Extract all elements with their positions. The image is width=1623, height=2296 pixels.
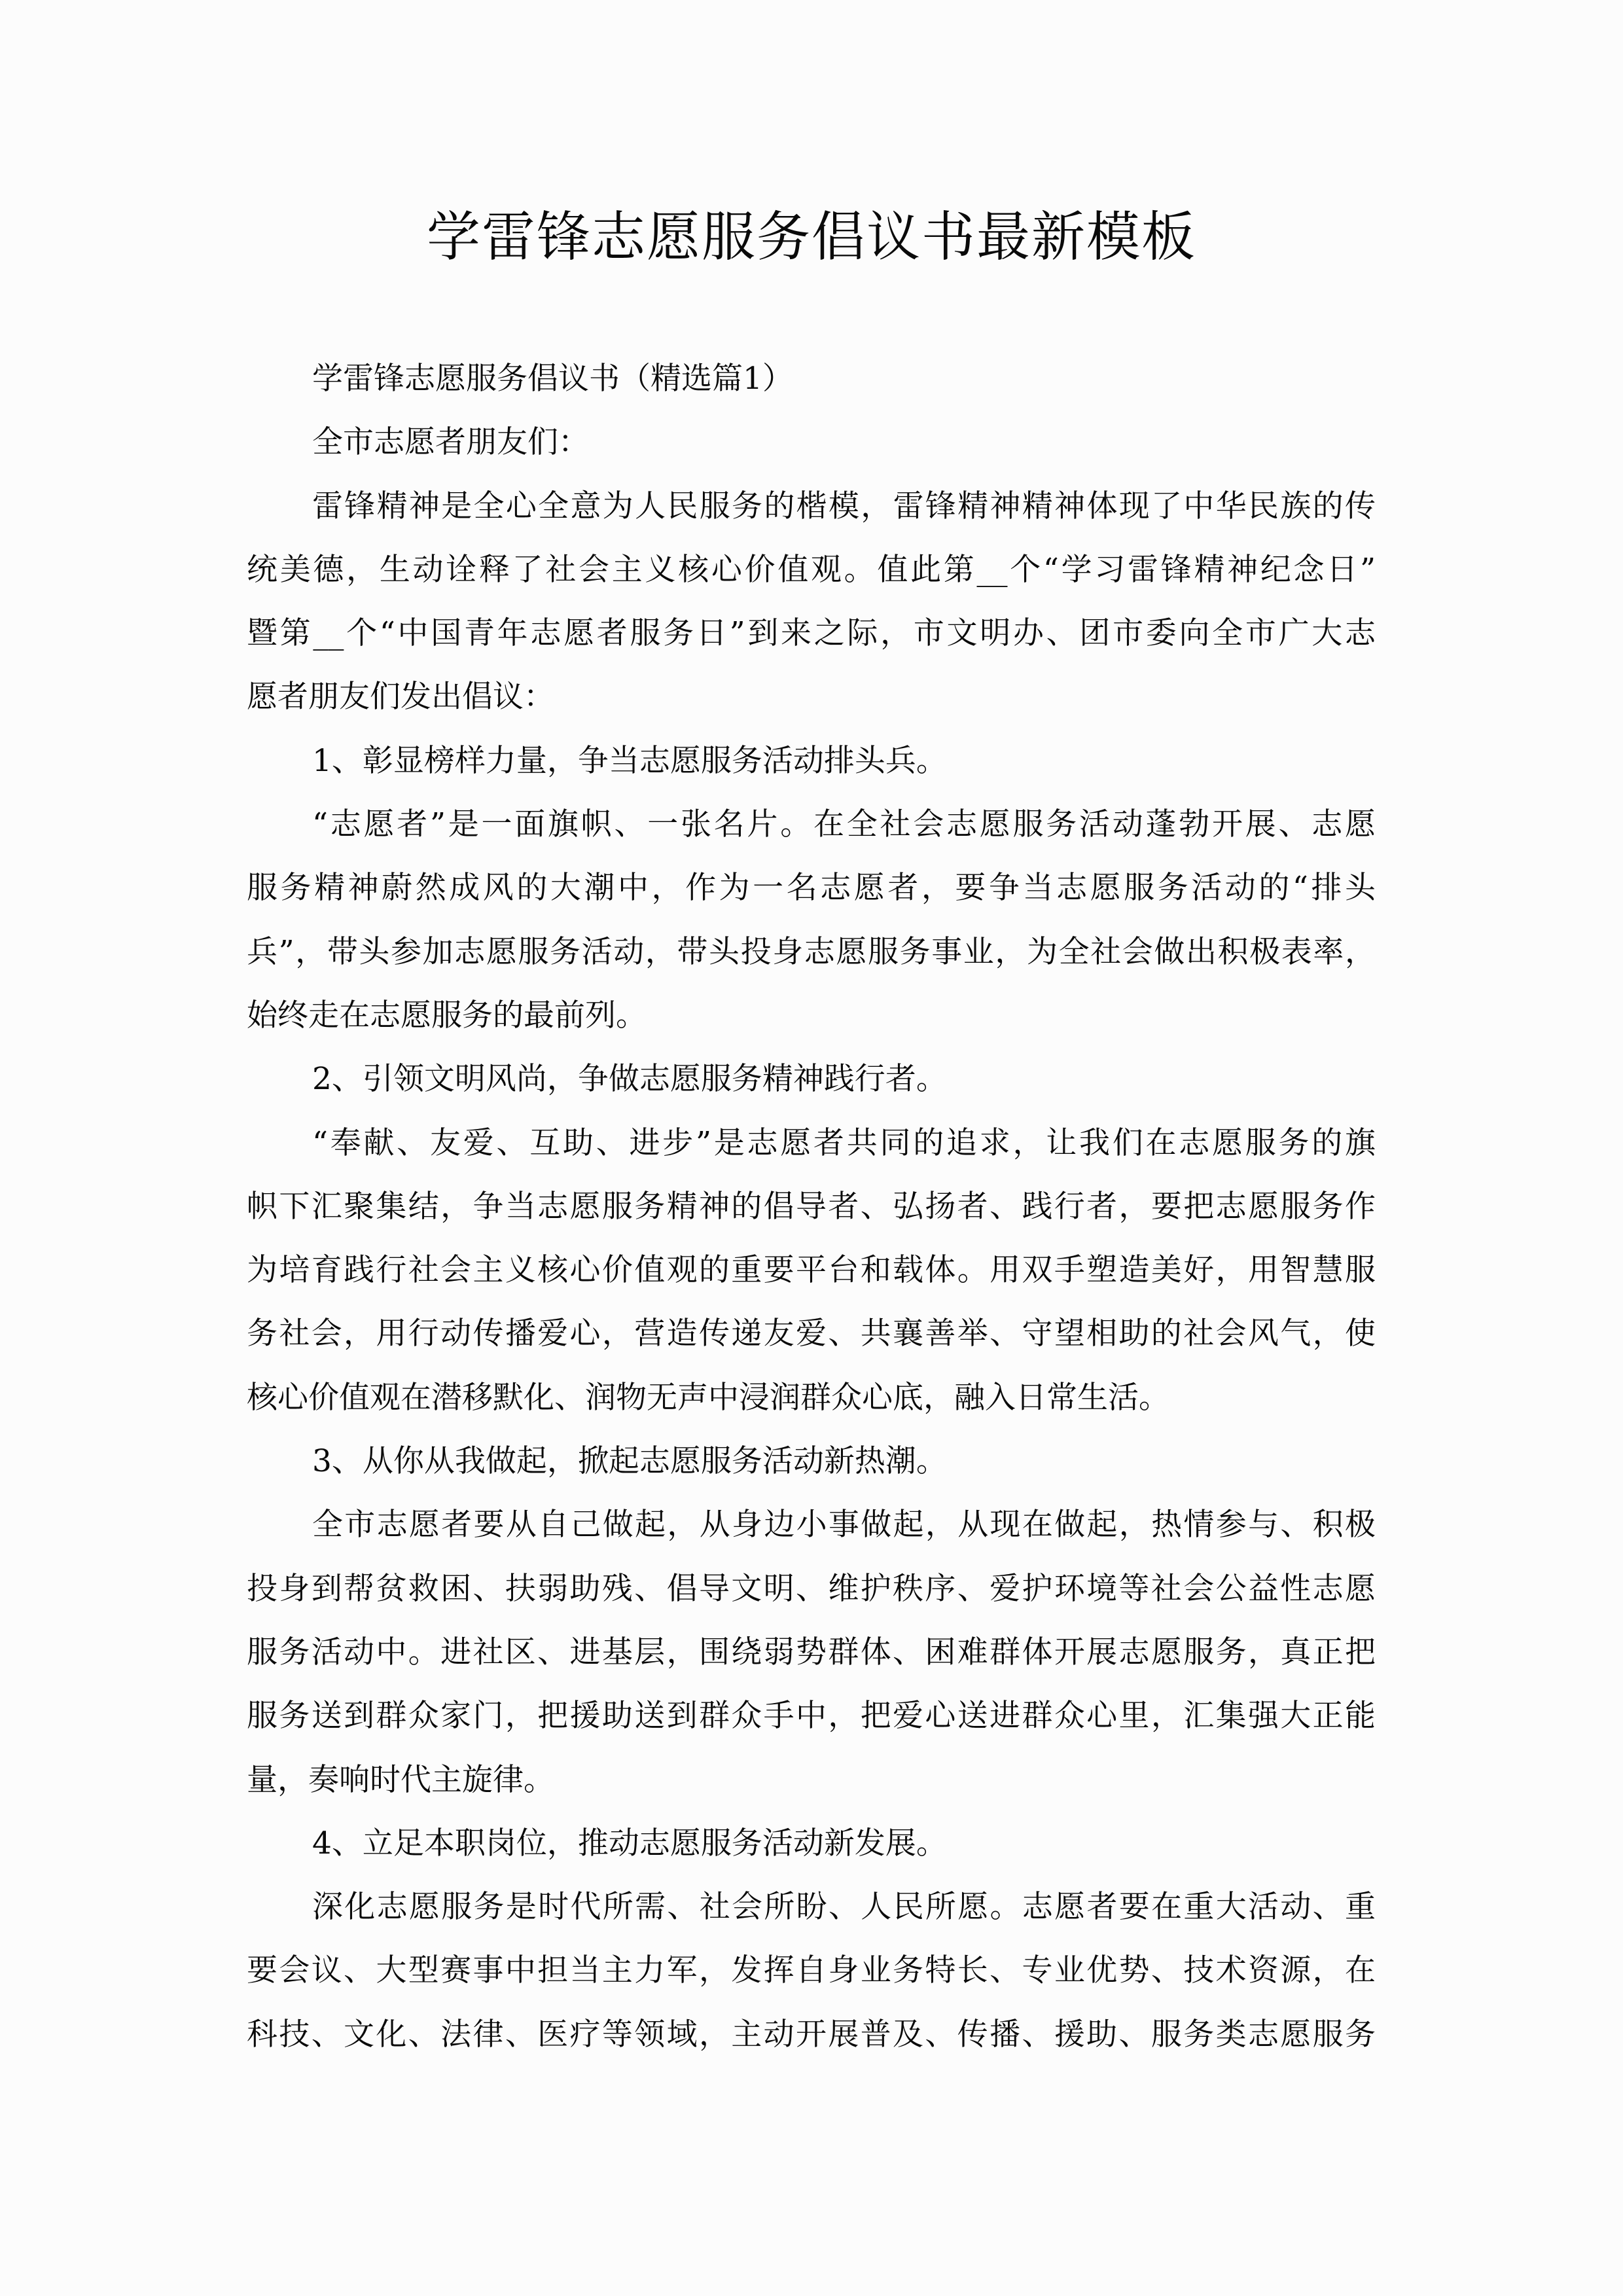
paragraph-line: 全市志愿者要从自己做起，从身边小事做起，从现在做起，热情参与、积极 — [312, 1507, 1376, 1543]
paragraph-line: 兵”，带头参加志愿服务活动，带头投身志愿服务事业，为全社会做出积极表率， — [247, 933, 1376, 970]
paragraph-line: 深化志愿服务是时代所需、社会所盼、人民所愿。志愿者要在重大活动、重 — [312, 1889, 1376, 1926]
paragraph-line: 统美德，生动诠释了社会主义核心价值观。值此第__个“学习雷锋精神纪念日” — [247, 551, 1376, 588]
paragraph-line: 为培育践行社会主义核心价值观的重要平台和载体。用双手塑造美好，用智慧服 — [247, 1252, 1376, 1289]
document-body — [247, 355, 1376, 2075]
paragraph-line: 投身到帮贫救困、扶弱助残、倡导文明、维护秩序、爱护环境等社会公益性志愿 — [247, 1570, 1376, 1607]
point-heading-1: 1、彰显榜样力量，争当志愿服务活动排头兵。 — [312, 742, 947, 779]
paragraph-line: 愿者朋友们发出倡议： — [247, 679, 554, 715]
paragraph-line: 暨第__个“中国青年志愿者服务日”到来之际，市文明办、团市委向全市广大志 — [247, 615, 1376, 652]
document-title: 学雷锋志愿服务倡议书最新模板 — [426, 206, 1196, 268]
paragraph-line: 服务送到群众家门，把援助送到群众手中，把爱心送进群众心里，汇集强大正能 — [247, 1698, 1376, 1734]
paragraph-line: “奉献、友爱、互助、进步”是志愿者共同的追求，让我们在志愿服务的旗 — [312, 1124, 1376, 1161]
paragraph-line: 务社会，用行动传播爱心，营造传递友爱、共襄善举、守望相助的社会风气，使 — [247, 1316, 1376, 1352]
paragraph-line: 雷锋精神是全心全意为人民服务的楷模，雷锋精神精神体现了中华民族的传 — [312, 488, 1376, 524]
point-heading-4: 4、立足本职岗位，推动志愿服务活动新发展。 — [312, 1825, 947, 1861]
salutation: 全市志愿者朋友们： — [312, 424, 589, 461]
point-2-paragraph — [247, 1120, 1376, 1438]
point-1-paragraph — [247, 801, 1376, 1056]
point-3-paragraph — [247, 1501, 1376, 1820]
paragraph-line: 帜下汇聚集结，争当志愿服务精神的倡导者、弘扬者、践行者，要把志愿服务作 — [247, 1188, 1376, 1225]
intro-paragraph — [247, 483, 1376, 738]
paragraph-line: 量，奏响时代主旋律。 — [247, 1761, 554, 1798]
point-heading-3: 3、从你从我做起，掀起志愿服务活动新热潮。 — [312, 1443, 947, 1480]
paragraph-line: 始终走在志愿服务的最前列。 — [247, 997, 647, 1033]
paragraph-line: 科技、文化、法律、医疗等领域，主动开展普及、传播、援助、服务类志愿服务 — [247, 2016, 1376, 2053]
point-4-paragraph — [247, 1884, 1376, 2075]
paragraph-line: 核心价值观在潜移默化、润物无声中浸润群众心底，融入日常生活。 — [247, 1379, 1169, 1416]
paragraph-line: 服务活动中。进社区、进基层，围绕弱势群体、困难群体开展志愿服务，真正把 — [247, 1634, 1376, 1670]
paragraph-line: 服务精神蔚然成风的大潮中，作为一名志愿者，要争当志愿服务活动的“排头 — [247, 870, 1376, 906]
section-subtitle: 学雷锋志愿服务倡议书（精选篇1） — [312, 361, 793, 397]
paragraph-line: 要会议、大型赛事中担当主力军，发挥自身业务特长、专业优势、技术资源，在 — [247, 1952, 1376, 1989]
paragraph-line: “志愿者”是一面旗帜、一张名片。在全社会志愿服务活动蓬勃开展、志愿 — [312, 806, 1376, 843]
point-heading-2: 2、引领文明风尚，争做志愿服务精神践行者。 — [312, 1061, 947, 1098]
